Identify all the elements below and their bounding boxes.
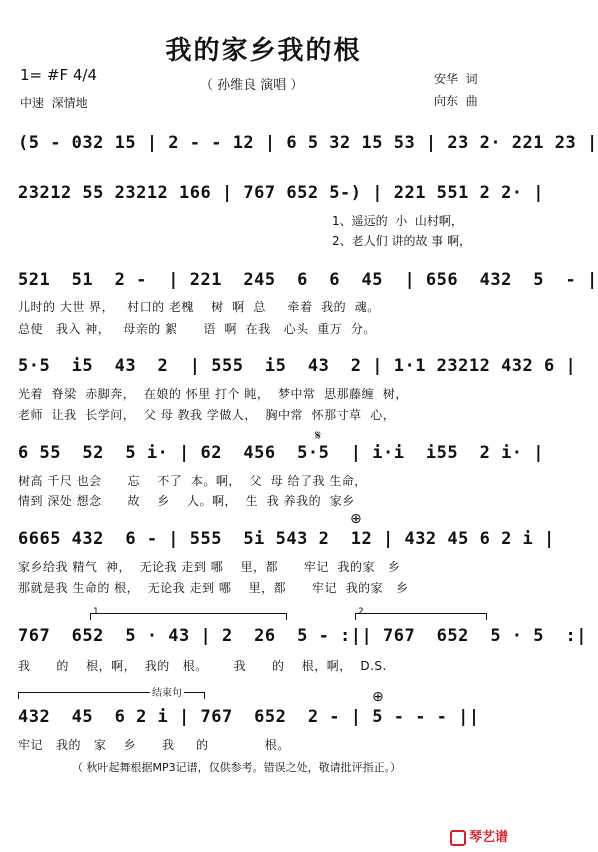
coda-icon-end: ⊕ bbox=[372, 689, 384, 705]
score-row-1: (5 - 032 15 | 2 - - 12 | 6 5 32 15 53 | 23 2· 221 23 | bbox=[18, 133, 598, 153]
site-logo[interactable] bbox=[450, 826, 508, 846]
lyric-row-5-verse-1: 树高 千尺 也会 忘 不了 本。啊， 父 母 给了我 生命， bbox=[18, 474, 367, 488]
score-row-7: 767 652 5 · 43 | 2 26 5 - :|| 767 652 5 · 5 :| bbox=[18, 626, 587, 646]
second-ending-bracket bbox=[355, 613, 487, 620]
lyric-row-4-verse-2: 老师 让我 长学问， 父 母 教我 学做人， 胸中常 怀那寸草 心， bbox=[18, 408, 396, 422]
coda-icon: ⊕ bbox=[350, 511, 362, 527]
coda-label: 结束句 bbox=[150, 684, 184, 699]
first-ending-bracket bbox=[90, 613, 287, 620]
score-row-3: 521 51 2 - | 221 245 6 6 45 | 656 432 5 - | bbox=[18, 270, 598, 290]
singer-credit: （ 孙维良 演唱 ） bbox=[200, 78, 304, 93]
tempo-marking: 中速 深情地 bbox=[20, 96, 88, 110]
score-row-2: 23212 55 23212 166 | 767 652 5-) | 221 551 2 2· | bbox=[18, 183, 545, 203]
lyric-row-6-verse-1: 家乡给我 精气 神， 无论我 走到 哪 里，都 牢记 我的家 乡 bbox=[18, 560, 401, 574]
score-row-6: 6665 432 6 - | 555 5i 543 2 12 | 432 45 6 2 i | bbox=[18, 529, 555, 549]
second-ending-number: 2 bbox=[358, 607, 364, 617]
score-row-5: 6 55 52 5 i· | 62 456 5·5 | i·i i55 2 i· | bbox=[18, 443, 545, 463]
lyric-row-2-verse-2: 2、老人们 讲的故 事 啊， bbox=[332, 234, 472, 248]
logo-text: 琴艺谱 bbox=[469, 830, 509, 845]
key-signature: 1= #F 4/4 bbox=[20, 66, 97, 84]
lyric-row-3-verse-1: 儿时的 大世 界， 村口的 老槐 树 啊 总 牵着 我的 魂。 bbox=[18, 300, 380, 314]
first-ending-number: 1 bbox=[93, 607, 99, 617]
lyric-row-5-verse-2: 情到 深处 想念 故 乡 人。啊， 生 我 养我的 家乡 bbox=[18, 494, 355, 508]
song-title: 我的家乡我的根 bbox=[165, 36, 362, 66]
lyric-row-4-verse-1: 光着 脊梁 赤脚奔， 在娘的 怀里 打个 盹， 梦中常 思那藤缠 树， bbox=[18, 387, 408, 401]
segno-icon: 𝄋 bbox=[315, 428, 322, 444]
score-row-8: 432 45 6 2 i | 767 652 2 - | 5 - - - || bbox=[18, 707, 480, 727]
transcription-note: （ 秋叶起舞根据MP3记谱，仅供参考。错误之处，敬请批评指正。） bbox=[72, 761, 402, 774]
lyric-row-3-verse-2: 总使 我入 神， 母亲的 絮 语 啊 在我 心头 重万 分。 bbox=[18, 322, 376, 336]
lyric-row-7: 我 的 根，啊， 我的 根。 我 的 根，啊， D.S. bbox=[18, 659, 387, 673]
lyricist-credit: 安华 词 bbox=[434, 72, 478, 86]
composer-credit: 向东 曲 bbox=[434, 94, 478, 108]
lyric-row-2-verse-1: 1、遥远的 小 山村啊， bbox=[332, 214, 463, 228]
lyric-row-6-verse-2: 那就是我 生命的 根， 无论我 走到 哪 里，都 牢记 我的家 乡 bbox=[18, 581, 409, 595]
logo-icon bbox=[450, 830, 466, 846]
score-row-4: 5·5 i5 43 2 | 555 i5 43 2 | 1·1 23212 432 6 | bbox=[18, 356, 577, 376]
lyric-row-8: 牢记 我的 家 乡 我 的 根。 bbox=[18, 738, 290, 752]
